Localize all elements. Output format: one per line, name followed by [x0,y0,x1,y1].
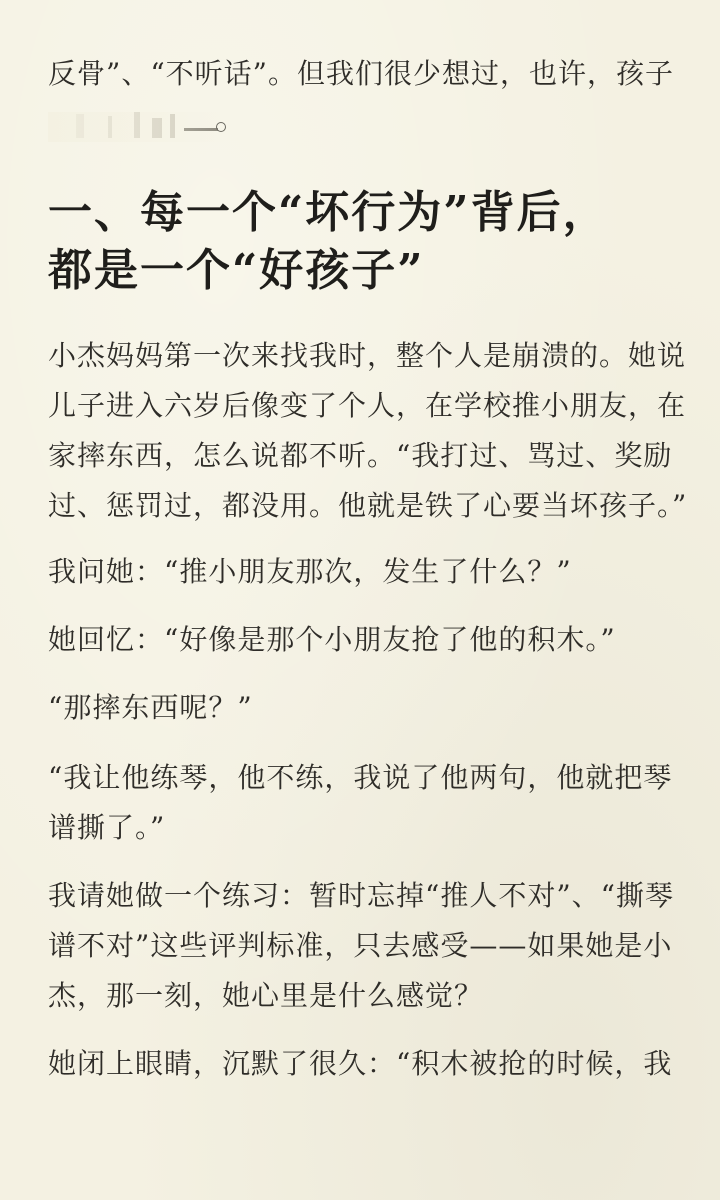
period-mark [216,122,226,132]
paragraph-line: 她闭上眼睛，沉默了很久：“积木被抢的时候，我 [48,1047,673,1080]
paragraph-line: 小杰妈妈第一次来找我时，整个人是崩溃的。她说 [48,339,687,372]
paragraph-line-top: 反骨”、“不听话”。但我们很少想过，也许，孩子 [48,57,674,90]
paragraph-line: 谱不对”这些评判标准，只去感受——如果她是小 [48,929,673,962]
paragraph-line: 她回忆：“好像是那个小朋友抢了他的积木。” [48,623,616,656]
paragraph-line: 杰，那一刻，她心里是什么感觉？ [48,979,484,1012]
paragraph-line: 过、惩罚过，都没用。他就是铁了心要当坏孩子。” [48,489,688,522]
section-heading-line-1: 一、每一个“坏行为”背后， [48,187,609,238]
cropped-text-line [48,112,228,142]
paragraph-line: “我让他练琴，他不练，我说了他两句，他就把琴 [48,761,673,794]
section-heading-line-2: 都是一个“好孩子” [48,245,425,296]
paragraph-line: 我请她做一个练习：暂时忘掉“推人不对”、“撕琴 [48,879,674,912]
paragraph-line: 谱撕了。” [48,811,166,844]
paragraph-line: 儿子进入六岁后像变了个人，在学校推小朋友，在 [48,389,687,422]
paragraph-line: 我问她：“推小朋友那次，发生了什么？” [48,555,572,588]
paragraph-line: “那摔东西呢？” [48,691,253,724]
paragraph-line: 家摔东西，怎么说都不听。“我打过、骂过、奖励 [48,439,673,472]
